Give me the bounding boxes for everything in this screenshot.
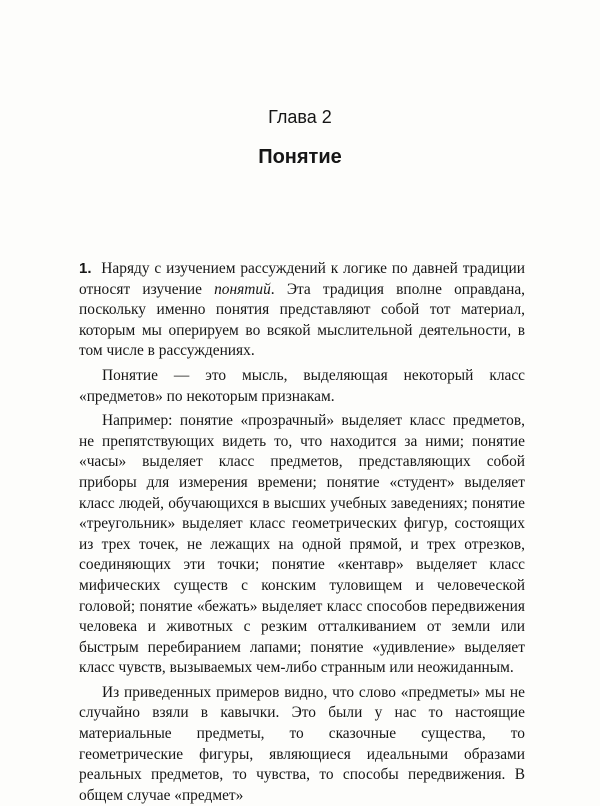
paragraph-number: 1. <box>79 260 92 277</box>
paragraph-4: Из приведенных примеров видно, что слово «предметы» мы не случайно взяли в кавычки. Это были у нас то настоящие материальные предметы, то сказочные существа, то геометрические фигуры, являющиеся идеальными образами реальных предметов, то чувства, то способы передвижения. В общем случае «предмет» <box>79 683 525 804</box>
paragraph-1-text-b: . Эта традиция вполне оправдана, поскольку именно понятия представляют собой тот материал, которым мы оперируем во всякой мыслительной деятельности, в том числе в рассуждениях. <box>79 280 525 360</box>
chapter-title: Понятие <box>258 146 342 168</box>
paragraph-3: Например: понятие «прозрачный» выделяет класс предметов, не препятствующих видеть то, что находится за ними; понятие «часы» выделяет класс предметов, представляющих собой приборы для измерения времени; понятие «студент» выделяет класс людей, обучающихся в высших учебных заведениях; понятие «треугольник» выделяет класс геометрических фигур, состоящих из трех точек, не лежащих на одной прямой, и трех отрезков, соединяющих эти точки; понятие «кентавр» выделяет класс мифических существ с конским туловищем и человеческой головой; понятие «бежать» выделяет класс способов передвижения человека и животных с резким отталкиванием от земли или быстрым перебиранием лапами; понятие «удивление» выделяет класс чувств, вызываемых чем-либо странным или неожиданным. <box>79 412 525 677</box>
paragraph-1-text-a: Наряду с изучением рассуждений к логике по давней традиции относят изучение <box>79 260 525 298</box>
paragraph-1 <box>79 259 525 362</box>
term-concepts: понятий <box>214 280 271 298</box>
chapter-label: Глава 2 <box>268 107 332 127</box>
paragraph-2: Понятие — это мысль, выделяющая некоторый класс «предметов» по некоторым признакам. <box>79 366 525 405</box>
body-text <box>79 259 525 806</box>
